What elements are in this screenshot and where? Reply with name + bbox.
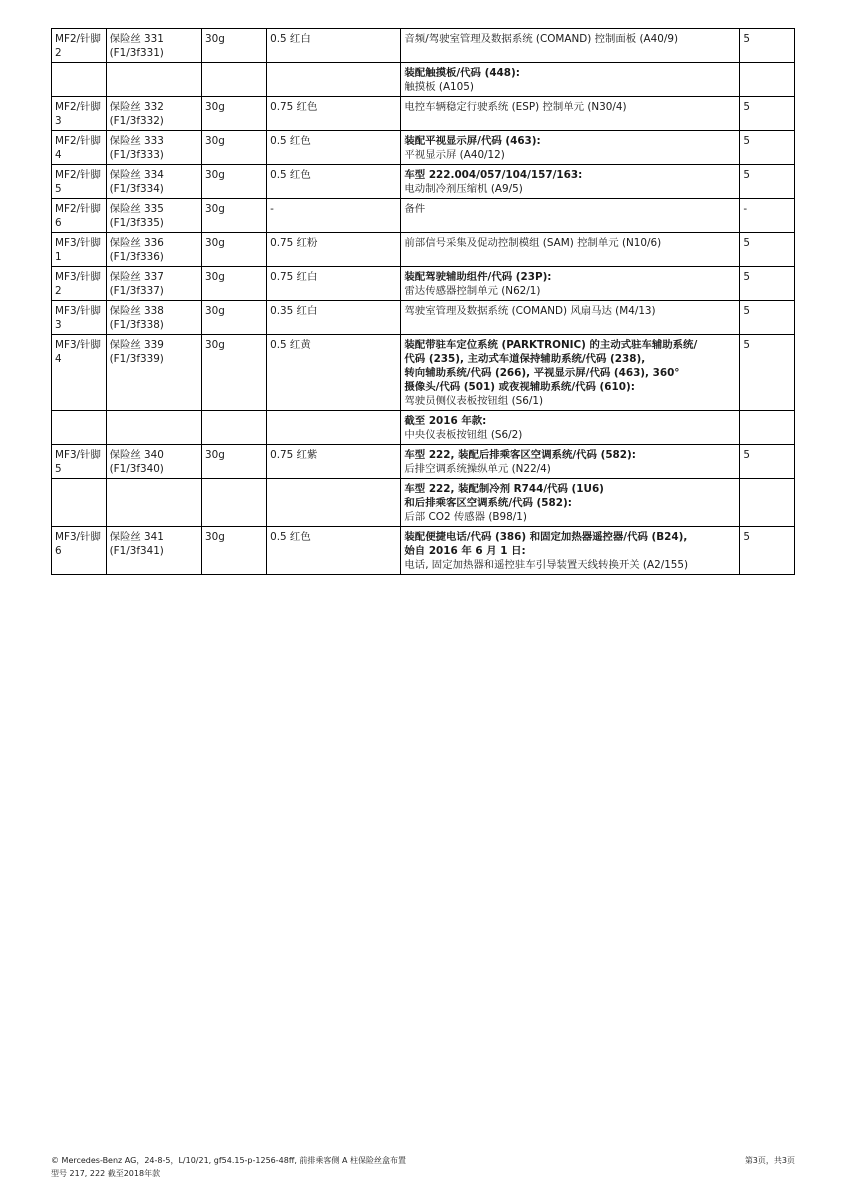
table-row: [52, 199, 795, 233]
pin-cell-line: MF3/针脚: [55, 305, 101, 317]
fuse-cell-line: (F1/3f338): [109, 319, 164, 331]
table-row: [52, 411, 795, 445]
fuse-cell: [106, 233, 201, 267]
amperage-cell: 30g: [202, 233, 267, 267]
slot-cell: 5: [740, 527, 795, 575]
fuse-cell: [106, 63, 201, 97]
consumer-line: 电动制冷剂压缩机 (A9/5): [404, 183, 523, 195]
pin-cell-line: MF2/针脚: [55, 33, 101, 45]
wire-cell: [267, 63, 401, 97]
amperage-cell: [202, 411, 267, 445]
fuse-cell-line: 保险丝 335: [109, 203, 164, 215]
table-row: [52, 131, 795, 165]
consumer-description-cell: [401, 479, 740, 527]
fuse-cell-line: 保险丝 338: [109, 305, 164, 317]
footer-model: 型号 217, 222 截至2018年款: [51, 1169, 161, 1178]
consumer-line: 后排空调系统操纵单元 (N22/4): [404, 463, 551, 475]
pin-cell-line: MF3/针脚: [55, 449, 101, 461]
fuse-cell-line: 保险丝 331: [109, 33, 164, 45]
wire-cell: 0.75 红粉: [267, 233, 401, 267]
amperage-cell: [202, 479, 267, 527]
consumer-description-cell: [401, 411, 740, 445]
pin-cell-line: 5: [55, 183, 62, 195]
consumer-description-cell: [401, 199, 740, 233]
wire-cell: 0.5 红白: [267, 29, 401, 63]
consumer-line: 触摸板 (A105): [404, 81, 474, 93]
condition-line: 装配便捷电话/代码 (386) 和固定加热器遥控器/代码 (B24),: [404, 531, 688, 543]
amperage-cell: 30g: [202, 199, 267, 233]
fuse-cell: [106, 301, 201, 335]
consumer-description-cell: [401, 97, 740, 131]
pin-cell: [52, 411, 107, 445]
fuse-cell-line: 保险丝 332: [109, 101, 164, 113]
fuse-cell-line: 保险丝 340: [109, 449, 164, 461]
slot-cell: 5: [740, 97, 795, 131]
pin-cell: [52, 479, 107, 527]
amperage-cell: 30g: [202, 29, 267, 63]
pin-cell-line: 3: [55, 319, 62, 331]
pin-cell-line: 5: [55, 463, 62, 475]
consumer-line: 音频/驾驶室管理及数据系统 (COMAND) 控制面板 (A40/9): [404, 33, 679, 45]
fuse-cell-line: 保险丝 334: [109, 169, 164, 181]
table-row: [52, 233, 795, 267]
consumer-line: 驾驶员侧仪表板按钮组 (S6/1): [404, 395, 544, 407]
table-row: [52, 527, 795, 575]
pin-cell-line: MF2/针脚: [55, 169, 101, 181]
amperage-cell: 30g: [202, 527, 267, 575]
pin-cell-line: 3: [55, 115, 62, 127]
pin-cell-line: 6: [55, 545, 62, 557]
pin-cell-line: 2: [55, 285, 62, 297]
consumer-line: 电话, 固定加热器和遥控驻车引导装置天线转换开关 (A2/155): [404, 559, 689, 571]
pin-cell: [52, 131, 107, 165]
fuse-table-body: [52, 29, 795, 575]
fuse-cell: [106, 527, 201, 575]
wire-cell: 0.5 红色: [267, 165, 401, 199]
fuse-cell: [106, 29, 201, 63]
amperage-cell: [202, 63, 267, 97]
amperage-cell: 30g: [202, 131, 267, 165]
condition-line: 装配驾驶辅助组件/代码 (23P):: [404, 271, 552, 283]
wire-cell: 0.75 红色: [267, 97, 401, 131]
table-row: [52, 479, 795, 527]
condition-line: 代码 (235), 主动式车道保持辅助系统/代码 (238),: [404, 353, 646, 365]
slot-cell: 5: [740, 233, 795, 267]
fuse-assignment-table: [51, 28, 795, 575]
slot-cell: [740, 63, 795, 97]
pin-cell: [52, 233, 107, 267]
fuse-cell: [106, 131, 201, 165]
consumer-description-cell: [401, 267, 740, 301]
consumer-description-cell: [401, 301, 740, 335]
condition-line: 截至 2016 年款:: [404, 415, 487, 427]
fuse-cell-line: (F1/3f335): [109, 217, 164, 229]
pin-cell: [52, 63, 107, 97]
fuse-cell-line: (F1/3f336): [109, 251, 164, 263]
table-row: [52, 267, 795, 301]
slot-cell: -: [740, 199, 795, 233]
pin-cell: [52, 267, 107, 301]
table-row: [52, 335, 795, 411]
consumer-line: 平视显示屏 (A40/12): [404, 149, 505, 161]
fuse-cell-line: (F1/3f341): [109, 545, 164, 557]
pin-cell-line: MF3/针脚 1: [55, 237, 101, 263]
condition-line: 装配触摸板/代码 (448):: [404, 67, 520, 79]
wire-cell: 0.35 红白: [267, 301, 401, 335]
fuse-cell: [106, 411, 201, 445]
pin-cell-line: 2: [55, 47, 62, 59]
consumer-description-cell: [401, 233, 740, 267]
condition-line: 车型 222.004/057/104/157/163:: [404, 169, 583, 181]
condition-line: 装配平视显示屏/代码 (463):: [404, 135, 541, 147]
pin-cell-line: 4: [55, 149, 62, 161]
pin-cell: [52, 527, 107, 575]
consumer-line: 电控车辆稳定行驶系统 (ESP) 控制单元 (N30/4): [404, 101, 627, 113]
wire-cell: 0.75 红白: [267, 267, 401, 301]
slot-cell: 5: [740, 131, 795, 165]
fuse-cell-line: (F1/3f333): [109, 149, 164, 161]
fuse-cell: [106, 97, 201, 131]
fuse-cell-line: (F1/3f334): [109, 183, 164, 195]
consumer-description-cell: [401, 29, 740, 63]
footer-copyright: © Mercedes-Benz AG，24-8-5，L/10/21, gf54.15-p-1256-48ff, 前排乘客侧 A 柱保险丝盒布置: [51, 1156, 406, 1165]
amperage-cell: 30g: [202, 301, 267, 335]
fuse-cell-line: 保险丝 336: [109, 237, 164, 249]
pin-cell: [52, 97, 107, 131]
pin-cell-line: MF3/针脚: [55, 339, 101, 351]
consumer-description-cell: [401, 165, 740, 199]
wire-cell: [267, 479, 401, 527]
table-row: [52, 29, 795, 63]
slot-cell: 5: [740, 267, 795, 301]
table-row: [52, 165, 795, 199]
table-row: [52, 301, 795, 335]
consumer-description-cell: [401, 445, 740, 479]
fuse-cell-line: 保险丝 339: [109, 339, 164, 351]
pin-cell-line: 4: [55, 353, 62, 365]
fuse-cell: [106, 479, 201, 527]
consumer-description-cell: [401, 335, 740, 411]
table-row: [52, 445, 795, 479]
fuse-cell-line: (F1/3f331): [109, 47, 164, 59]
pin-cell-line: MF2/针脚: [55, 101, 101, 113]
pin-cell-line: 6: [55, 217, 62, 229]
condition-line: 装配带驻车定位系统 (PARKTRONIC) 的主动式驻车辅助系统/: [404, 339, 698, 351]
pin-cell: [52, 29, 107, 63]
footer-page-number: 第3页，共3页: [744, 1156, 795, 1165]
pin-cell: [52, 445, 107, 479]
condition-line: 车型 222, 装配后排乘客区空调系统/代码 (582):: [404, 449, 636, 461]
slot-cell: 5: [740, 165, 795, 199]
pin-cell: [52, 301, 107, 335]
amperage-cell: 30g: [202, 267, 267, 301]
fuse-cell: [106, 267, 201, 301]
condition-line: 车型 222, 装配制冷剂 R744/代码 (1U6): [404, 483, 604, 495]
amperage-cell: 30g: [202, 445, 267, 479]
condition-line: 始自 2016 年 6 月 1 日:: [404, 545, 526, 557]
fuse-cell-line: (F1/3f332): [109, 115, 164, 127]
pin-cell-line: MF3/针脚: [55, 531, 101, 543]
slot-cell: [740, 411, 795, 445]
fuse-cell-line: 保险丝 341: [109, 531, 164, 543]
slot-cell: 5: [740, 301, 795, 335]
wire-cell: 0.5 红色: [267, 527, 401, 575]
fuse-cell-line: (F1/3f339): [109, 353, 164, 365]
wire-cell: 0.5 红黄: [267, 335, 401, 411]
pin-cell: [52, 335, 107, 411]
fuse-cell-line: (F1/3f340): [109, 463, 164, 475]
fuse-cell: [106, 335, 201, 411]
wire-cell: [267, 411, 401, 445]
amperage-cell: 30g: [202, 165, 267, 199]
table-row: [52, 63, 795, 97]
fuse-cell-line: (F1/3f337): [109, 285, 164, 297]
slot-cell: [740, 479, 795, 527]
fuse-cell: [106, 445, 201, 479]
pin-cell: [52, 165, 107, 199]
wire-cell: -: [267, 199, 401, 233]
fuse-cell: [106, 165, 201, 199]
consumer-description-cell: [401, 527, 740, 575]
pin-cell: [52, 199, 107, 233]
consumer-description-cell: [401, 131, 740, 165]
fuse-cell-line: 保险丝 337: [109, 271, 164, 283]
fuse-cell-line: 保险丝 333: [109, 135, 164, 147]
condition-line: 摄像头/代码 (501) 或夜视辅助系统/代码 (610):: [404, 381, 635, 393]
consumer-line: 备件: [404, 203, 426, 215]
slot-cell: 5: [740, 335, 795, 411]
fuse-cell: [106, 199, 201, 233]
consumer-line: 雷达传感器控制单元 (N62/1): [404, 285, 541, 297]
consumer-line: 驾驶室管理及数据系统 (COMAND) 风扇马达 (M4/13): [404, 305, 656, 317]
consumer-description-cell: [401, 63, 740, 97]
wire-cell: 0.5 红色: [267, 131, 401, 165]
pin-cell-line: MF2/针脚: [55, 203, 101, 215]
slot-cell: 5: [740, 29, 795, 63]
pin-cell-line: MF3/针脚: [55, 271, 101, 283]
condition-line: 转向辅助系统/代码 (266), 平视显示屏/代码 (463), 360°: [404, 367, 680, 379]
slot-cell: 5: [740, 445, 795, 479]
amperage-cell: 30g: [202, 335, 267, 411]
pin-cell-line: MF2/针脚: [55, 135, 101, 147]
table-row: [52, 97, 795, 131]
amperage-cell: 30g: [202, 97, 267, 131]
consumer-line: 后部 CO2 传感器 (B98/1): [404, 511, 527, 523]
condition-line: 和后排乘客区空调系统/代码 (582):: [404, 497, 572, 509]
consumer-line: 前部信号采集及促动控制模组 (SAM) 控制单元 (N10/6): [404, 237, 662, 249]
wire-cell: 0.75 红紫: [267, 445, 401, 479]
consumer-line: 中央仪表板按钮组 (S6/2): [404, 429, 523, 441]
